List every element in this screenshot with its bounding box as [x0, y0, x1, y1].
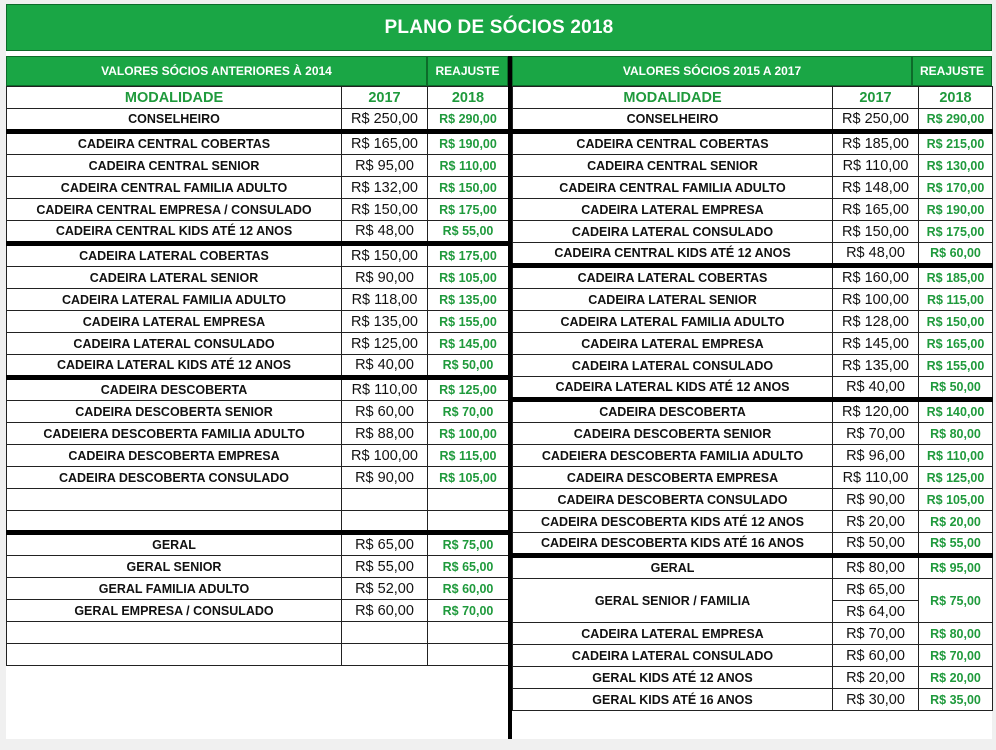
modalidade-cell: CADEIRA DESCOBERTA: [513, 400, 833, 423]
members-plan-sheet: [6, 4, 992, 739]
table-row: [7, 221, 509, 244]
modalidade-cell: GERAL: [513, 556, 833, 579]
table-row: [513, 311, 993, 333]
table-row: [513, 533, 993, 556]
price-2018-cell: R$ 115,00: [919, 289, 993, 311]
price-2018-cell: R$ 190,00: [919, 199, 993, 221]
modalidade-cell: CADEIRA DESCOBERTA CONSULADO: [7, 467, 342, 489]
price-2017-cell: R$ 118,00: [342, 289, 428, 311]
table-row: [7, 333, 509, 355]
price-2017-cell: R$ 150,00: [342, 244, 428, 267]
modalidade-cell: CADEIRA DESCOBERTA SENIOR: [513, 423, 833, 445]
empty-cell: [7, 622, 342, 644]
modalidade-cell: CADEIRA LATERAL COBERTAS: [513, 266, 833, 289]
price-2018-cell: R$ 140,00: [919, 400, 993, 423]
price-2017-cell: R$ 30,00: [833, 689, 919, 711]
table-row: [513, 243, 993, 266]
price-2018-cell: R$ 100,00: [428, 423, 509, 445]
modalidade-cell: CADEIRA DESCOBERTA EMPRESA: [7, 445, 342, 467]
modalidade-cell: CADEIRA LATERAL CONSULADO: [513, 645, 833, 667]
price-2017-cell: R$ 120,00: [833, 400, 919, 423]
price-2018-cell: R$ 175,00: [919, 221, 993, 243]
price-2018-cell: R$ 50,00: [428, 355, 509, 378]
modalidade-cell: GERAL EMPRESA / CONSULADO: [7, 600, 342, 622]
empty-cell: [342, 511, 428, 533]
price-2018-cell: R$ 60,00: [428, 578, 509, 600]
price-2017-cell: R$ 148,00: [833, 177, 919, 199]
price-2017-cell: R$ 95,00: [342, 155, 428, 177]
price-2017-cell: R$ 90,00: [342, 267, 428, 289]
table-row: [7, 311, 509, 333]
price-2018-cell: R$ 60,00: [919, 243, 993, 266]
price-2017-cell: R$ 64,00: [833, 601, 919, 623]
table-row: [7, 556, 509, 578]
price-2017-cell: R$ 165,00: [833, 199, 919, 221]
price-2017-cell: R$ 40,00: [342, 355, 428, 378]
price-2018-cell: R$ 105,00: [428, 467, 509, 489]
table-row: [513, 355, 993, 377]
price-2018-cell: R$ 115,00: [428, 445, 509, 467]
modalidade-cell: CADEIRA LATERAL EMPRESA: [513, 623, 833, 645]
modalidade-cell: CADEIRA LATERAL SENIOR: [7, 267, 342, 289]
column-header-2018: 2018: [428, 87, 509, 109]
modalidade-cell: CADEIRA LATERAL CONSULADO: [513, 355, 833, 377]
table-row: [7, 244, 509, 267]
column-header-modalidade: MODALIDADE: [7, 87, 342, 109]
column-header-modalidade: MODALIDADE: [513, 87, 833, 109]
modalidade-cell: CADEIRA LATERAL EMPRESA: [513, 199, 833, 221]
modalidade-cell: CADEIRA CENTRAL SENIOR: [7, 155, 342, 177]
table-row: [7, 401, 509, 423]
empty-cell: [342, 644, 428, 666]
empty-cell: [7, 511, 342, 533]
price-2018-cell: R$ 80,00: [919, 623, 993, 645]
price-2017-cell: R$ 96,00: [833, 445, 919, 467]
table-row: [513, 132, 993, 155]
modalidade-cell: CADEIRA DESCOBERTA KIDS ATÉ 12 ANOS: [513, 511, 833, 533]
table-row: [513, 221, 993, 243]
price-2018-cell: R$ 55,00: [428, 221, 509, 244]
modalidade-cell: CADEIERA DESCOBERTA FAMILIA ADULTO: [513, 445, 833, 467]
modalidade-cell: CADEIRA DESCOBERTA SENIOR: [7, 401, 342, 423]
empty-cell: [428, 511, 509, 533]
table-row: [513, 645, 993, 667]
table-row: [513, 155, 993, 177]
price-2018-cell: R$ 150,00: [919, 311, 993, 333]
price-2017-cell: R$ 125,00: [342, 333, 428, 355]
modalidade-cell: CONSELHEIRO: [513, 109, 833, 132]
price-2018-cell: R$ 185,00: [919, 266, 993, 289]
price-2018-cell: R$ 50,00: [919, 377, 993, 400]
modalidade-cell: CADEIRA LATERAL KIDS ATÉ 12 ANOS: [7, 355, 342, 378]
price-2017-cell: R$ 48,00: [342, 221, 428, 244]
left-band-label: VALORES SÓCIOS ANTERIORES À 2014: [6, 56, 427, 86]
table-row: [7, 289, 509, 311]
table-row: [513, 511, 993, 533]
table-row: [513, 289, 993, 311]
price-2018-cell: R$ 110,00: [428, 155, 509, 177]
empty-cell: [342, 622, 428, 644]
modalidade-cell: CADEIRA LATERAL CONSULADO: [513, 221, 833, 243]
table-row-empty: [7, 511, 509, 533]
price-2017-cell: R$ 60,00: [833, 645, 919, 667]
price-2017-cell: R$ 132,00: [342, 177, 428, 199]
modalidade-cell: GERAL KIDS ATÉ 12 ANOS: [513, 667, 833, 689]
modalidade-cell: CADEIRA CENTRAL FAMILIA ADULTO: [513, 177, 833, 199]
modalidade-cell: CADEIRA CENTRAL KIDS ATÉ 12 ANOS: [7, 221, 342, 244]
right-price-table: [512, 86, 993, 711]
price-2018-cell: R$ 175,00: [428, 244, 509, 267]
table-row: [513, 579, 993, 601]
empty-cell: [428, 489, 509, 511]
price-2018-cell: R$ 150,00: [428, 177, 509, 199]
table-row: [513, 377, 993, 400]
table-row: [513, 109, 993, 132]
right-reajuste-label: REAJUSTE: [912, 56, 992, 86]
price-2018-cell: R$ 170,00: [919, 177, 993, 199]
price-2017-cell: R$ 100,00: [342, 445, 428, 467]
modalidade-cell: CADEIRA LATERAL EMPRESA: [7, 311, 342, 333]
table-header-row: [7, 87, 509, 109]
price-2017-cell: R$ 150,00: [342, 199, 428, 221]
price-2017-cell: R$ 48,00: [833, 243, 919, 266]
table-row: [7, 155, 509, 177]
price-2017-cell: R$ 60,00: [342, 600, 428, 622]
modalidade-cell: CADEIRA LATERAL CONSULADO: [7, 333, 342, 355]
modalidade-cell: CADEIRA CENTRAL KIDS ATÉ 12 ANOS: [513, 243, 833, 266]
modalidade-cell: GERAL SENIOR: [7, 556, 342, 578]
price-2018-cell: R$ 290,00: [428, 109, 509, 132]
modalidade-cell: GERAL FAMILIA ADULTO: [7, 578, 342, 600]
price-2017-cell: R$ 110,00: [833, 155, 919, 177]
table-row-empty: [7, 644, 509, 666]
price-2017-cell: R$ 88,00: [342, 423, 428, 445]
price-2017-cell: R$ 135,00: [342, 311, 428, 333]
modalidade-cell: CADEIRA DESCOBERTA KIDS ATÉ 16 ANOS: [513, 533, 833, 556]
modalidade-cell: CADEIERA DESCOBERTA FAMILIA ADULTO: [7, 423, 342, 445]
empty-cell: [428, 622, 509, 644]
price-2017-cell: R$ 70,00: [833, 623, 919, 645]
table-row: [7, 109, 509, 132]
price-2017-cell: R$ 165,00: [342, 132, 428, 155]
modalidade-cell: GERAL: [7, 533, 342, 556]
table-row: [513, 445, 993, 467]
column-header-2018: 2018: [919, 87, 993, 109]
price-2017-cell: R$ 110,00: [833, 467, 919, 489]
table-row: [7, 378, 509, 401]
modalidade-cell: CADEIRA CENTRAL COBERTAS: [7, 132, 342, 155]
modalidade-cell: CADEIRA LATERAL SENIOR: [513, 289, 833, 311]
price-2017-cell: R$ 100,00: [833, 289, 919, 311]
table-row: [7, 355, 509, 378]
modalidade-cell: CADEIRA CENTRAL EMPRESA / CONSULADO: [7, 199, 342, 221]
price-2017-cell: R$ 90,00: [342, 467, 428, 489]
table-row: [7, 445, 509, 467]
empty-cell: [7, 644, 342, 666]
modalidade-cell: CADEIRA CENTRAL COBERTAS: [513, 132, 833, 155]
price-2017-cell: R$ 70,00: [833, 423, 919, 445]
table-row: [7, 533, 509, 556]
price-2017-cell: R$ 185,00: [833, 132, 919, 155]
modalidade-cell: CADEIRA LATERAL KIDS ATÉ 12 ANOS: [513, 377, 833, 400]
price-2018-cell: R$ 155,00: [919, 355, 993, 377]
table-row: [513, 400, 993, 423]
price-2018-cell: R$ 75,00: [428, 533, 509, 556]
price-2018-cell: R$ 165,00: [919, 333, 993, 355]
empty-cell: [342, 489, 428, 511]
price-2017-cell: R$ 90,00: [833, 489, 919, 511]
price-2017-cell: R$ 80,00: [833, 556, 919, 579]
price-2017-cell: R$ 145,00: [833, 333, 919, 355]
column-header-2017: 2017: [342, 87, 428, 109]
empty-cell: [7, 489, 342, 511]
table-header-row: [513, 87, 993, 109]
empty-cell: [428, 644, 509, 666]
price-2018-cell: R$ 155,00: [428, 311, 509, 333]
price-2018-cell: R$ 135,00: [428, 289, 509, 311]
modalidade-cell: CADEIRA LATERAL FAMILIA ADULTO: [7, 289, 342, 311]
price-2018-cell: R$ 190,00: [428, 132, 509, 155]
price-2018-cell: R$ 70,00: [428, 600, 509, 622]
table-row: [513, 689, 993, 711]
modalidade-cell: CONSELHEIRO: [7, 109, 342, 132]
table-row: [513, 199, 993, 221]
table-row: [7, 132, 509, 155]
price-2017-cell: R$ 250,00: [342, 109, 428, 132]
price-2018-cell: R$ 70,00: [428, 401, 509, 423]
price-2018-cell: R$ 125,00: [919, 467, 993, 489]
price-2018-cell: R$ 110,00: [919, 445, 993, 467]
price-2017-cell: R$ 128,00: [833, 311, 919, 333]
left-reajuste-label: REAJUSTE: [427, 56, 508, 86]
price-2018-cell: R$ 175,00: [428, 199, 509, 221]
modalidade-cell: CADEIRA CENTRAL SENIOR: [513, 155, 833, 177]
price-2017-cell: R$ 20,00: [833, 511, 919, 533]
price-2018-cell: R$ 215,00: [919, 132, 993, 155]
price-2018-cell: R$ 145,00: [428, 333, 509, 355]
price-2018-cell: R$ 125,00: [428, 378, 509, 401]
table-row: [513, 266, 993, 289]
table-row: [7, 267, 509, 289]
price-2018-cell: R$ 80,00: [919, 423, 993, 445]
price-2017-cell: R$ 135,00: [833, 355, 919, 377]
price-2018-cell: R$ 70,00: [919, 645, 993, 667]
table-row: [7, 578, 509, 600]
column-divider: [508, 56, 512, 739]
price-2017-cell: R$ 50,00: [833, 533, 919, 556]
price-2018-cell: R$ 35,00: [919, 689, 993, 711]
price-2018-cell: R$ 105,00: [428, 267, 509, 289]
table-row: [513, 467, 993, 489]
price-2018-cell: R$ 20,00: [919, 511, 993, 533]
price-2018-cell: R$ 65,00: [428, 556, 509, 578]
table-row: [7, 467, 509, 489]
right-band-label: VALORES SÓCIOS 2015 A 2017: [512, 56, 912, 86]
modalidade-cell: CADEIRA LATERAL EMPRESA: [513, 333, 833, 355]
price-2017-cell: R$ 55,00: [342, 556, 428, 578]
price-2017-cell: R$ 52,00: [342, 578, 428, 600]
modalidade-cell: CADEIRA DESCOBERTA: [7, 378, 342, 401]
table-row: [513, 623, 993, 645]
table-row-empty: [7, 622, 509, 644]
table-row-empty: [7, 489, 509, 511]
price-2017-cell: R$ 250,00: [833, 109, 919, 132]
modalidade-cell: CADEIRA LATERAL FAMILIA ADULTO: [513, 311, 833, 333]
modalidade-cell: CADEIRA DESCOBERTA CONSULADO: [513, 489, 833, 511]
modalidade-cell: CADEIRA DESCOBERTA EMPRESA: [513, 467, 833, 489]
price-2018-cell: R$ 105,00: [919, 489, 993, 511]
price-2017-cell: R$ 160,00: [833, 266, 919, 289]
price-2017-cell: R$ 60,00: [342, 401, 428, 423]
price-2017-cell: R$ 65,00: [342, 533, 428, 556]
sheet-title: PLANO DE SÓCIOS 2018: [6, 4, 992, 51]
table-row: [513, 423, 993, 445]
price-2017-cell: R$ 110,00: [342, 378, 428, 401]
modalidade-cell: GERAL SENIOR / FAMILIA: [513, 579, 833, 623]
price-2017-cell: R$ 40,00: [833, 377, 919, 400]
price-2018-cell: R$ 75,00: [919, 579, 993, 623]
table-row: [513, 177, 993, 199]
price-2017-cell: R$ 20,00: [833, 667, 919, 689]
table-row: [7, 177, 509, 199]
price-2018-cell: R$ 130,00: [919, 155, 993, 177]
price-2017-cell: R$ 65,00: [833, 579, 919, 601]
table-row: [513, 489, 993, 511]
price-2018-cell: R$ 55,00: [919, 533, 993, 556]
table-row: [513, 333, 993, 355]
modalidade-cell: CADEIRA LATERAL COBERTAS: [7, 244, 342, 267]
left-price-table: [6, 86, 509, 666]
table-row: [513, 556, 993, 579]
table-row: [513, 667, 993, 689]
column-header-2017: 2017: [833, 87, 919, 109]
price-2018-cell: R$ 95,00: [919, 556, 993, 579]
price-2018-cell: R$ 20,00: [919, 667, 993, 689]
table-row: [7, 423, 509, 445]
modalidade-cell: GERAL KIDS ATÉ 16 ANOS: [513, 689, 833, 711]
modalidade-cell: CADEIRA CENTRAL FAMILIA ADULTO: [7, 177, 342, 199]
price-2017-cell: R$ 150,00: [833, 221, 919, 243]
price-2018-cell: R$ 290,00: [919, 109, 993, 132]
